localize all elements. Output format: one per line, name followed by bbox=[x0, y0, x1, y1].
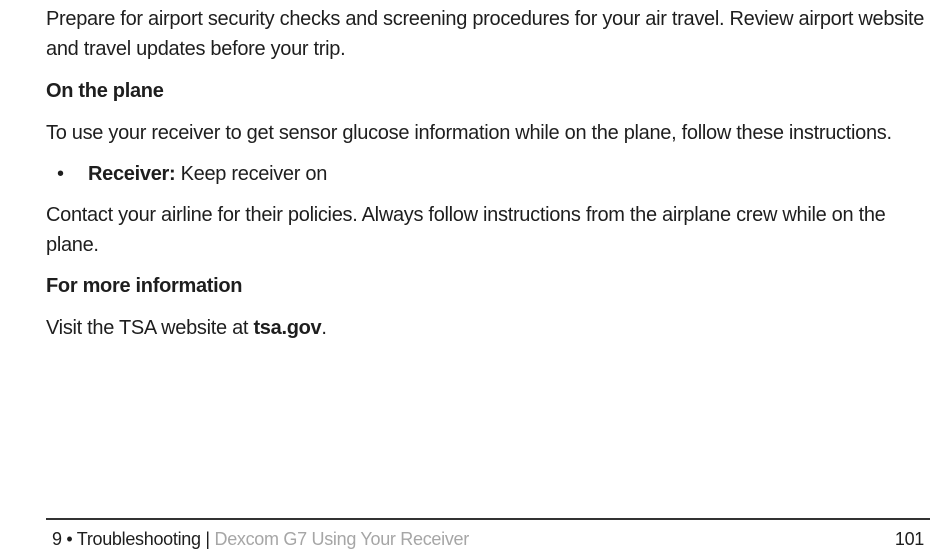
tsa-paragraph bbox=[46, 313, 936, 343]
heading-for-more-information: For more information bbox=[46, 275, 243, 297]
bullet-item-receiver bbox=[46, 159, 936, 189]
airline-policy-paragraph: Contact your airline for their policies. Always follow instructions from the airplane crew while on the plane. bbox=[46, 204, 886, 256]
tsa-text-before: Visit the TSA website at bbox=[46, 317, 254, 339]
heading-on-the-plane: On the plane bbox=[46, 80, 164, 102]
tsa-link[interactable]: tsa.gov bbox=[253, 317, 322, 339]
page-footer bbox=[52, 527, 924, 551]
footer-left bbox=[52, 527, 469, 551]
bullet-label: Receiver: bbox=[88, 163, 176, 185]
footer-separator: | bbox=[200, 529, 215, 549]
plane-instructions-paragraph: To use your receiver to get sensor glucose information while on the plane, follow these instructions. bbox=[46, 122, 892, 144]
bullet-text: Keep receiver on bbox=[175, 163, 328, 185]
intro-paragraph: Prepare for airport security checks and screening procedures for your air travel. Review airport website and travel updates before your trip. bbox=[46, 8, 925, 60]
footer-page-number: 101 bbox=[894, 529, 924, 549]
footer-chapter: 9 • Troubleshooting bbox=[52, 529, 201, 549]
footer-divider bbox=[46, 518, 930, 520]
footer-doc-title: Dexcom G7 Using Your Receiver bbox=[214, 529, 469, 549]
tsa-text-after: . bbox=[321, 317, 327, 339]
page-content bbox=[46, 4, 936, 343]
bullet-list bbox=[46, 159, 936, 189]
bullet-dot-icon: • bbox=[57, 163, 64, 185]
